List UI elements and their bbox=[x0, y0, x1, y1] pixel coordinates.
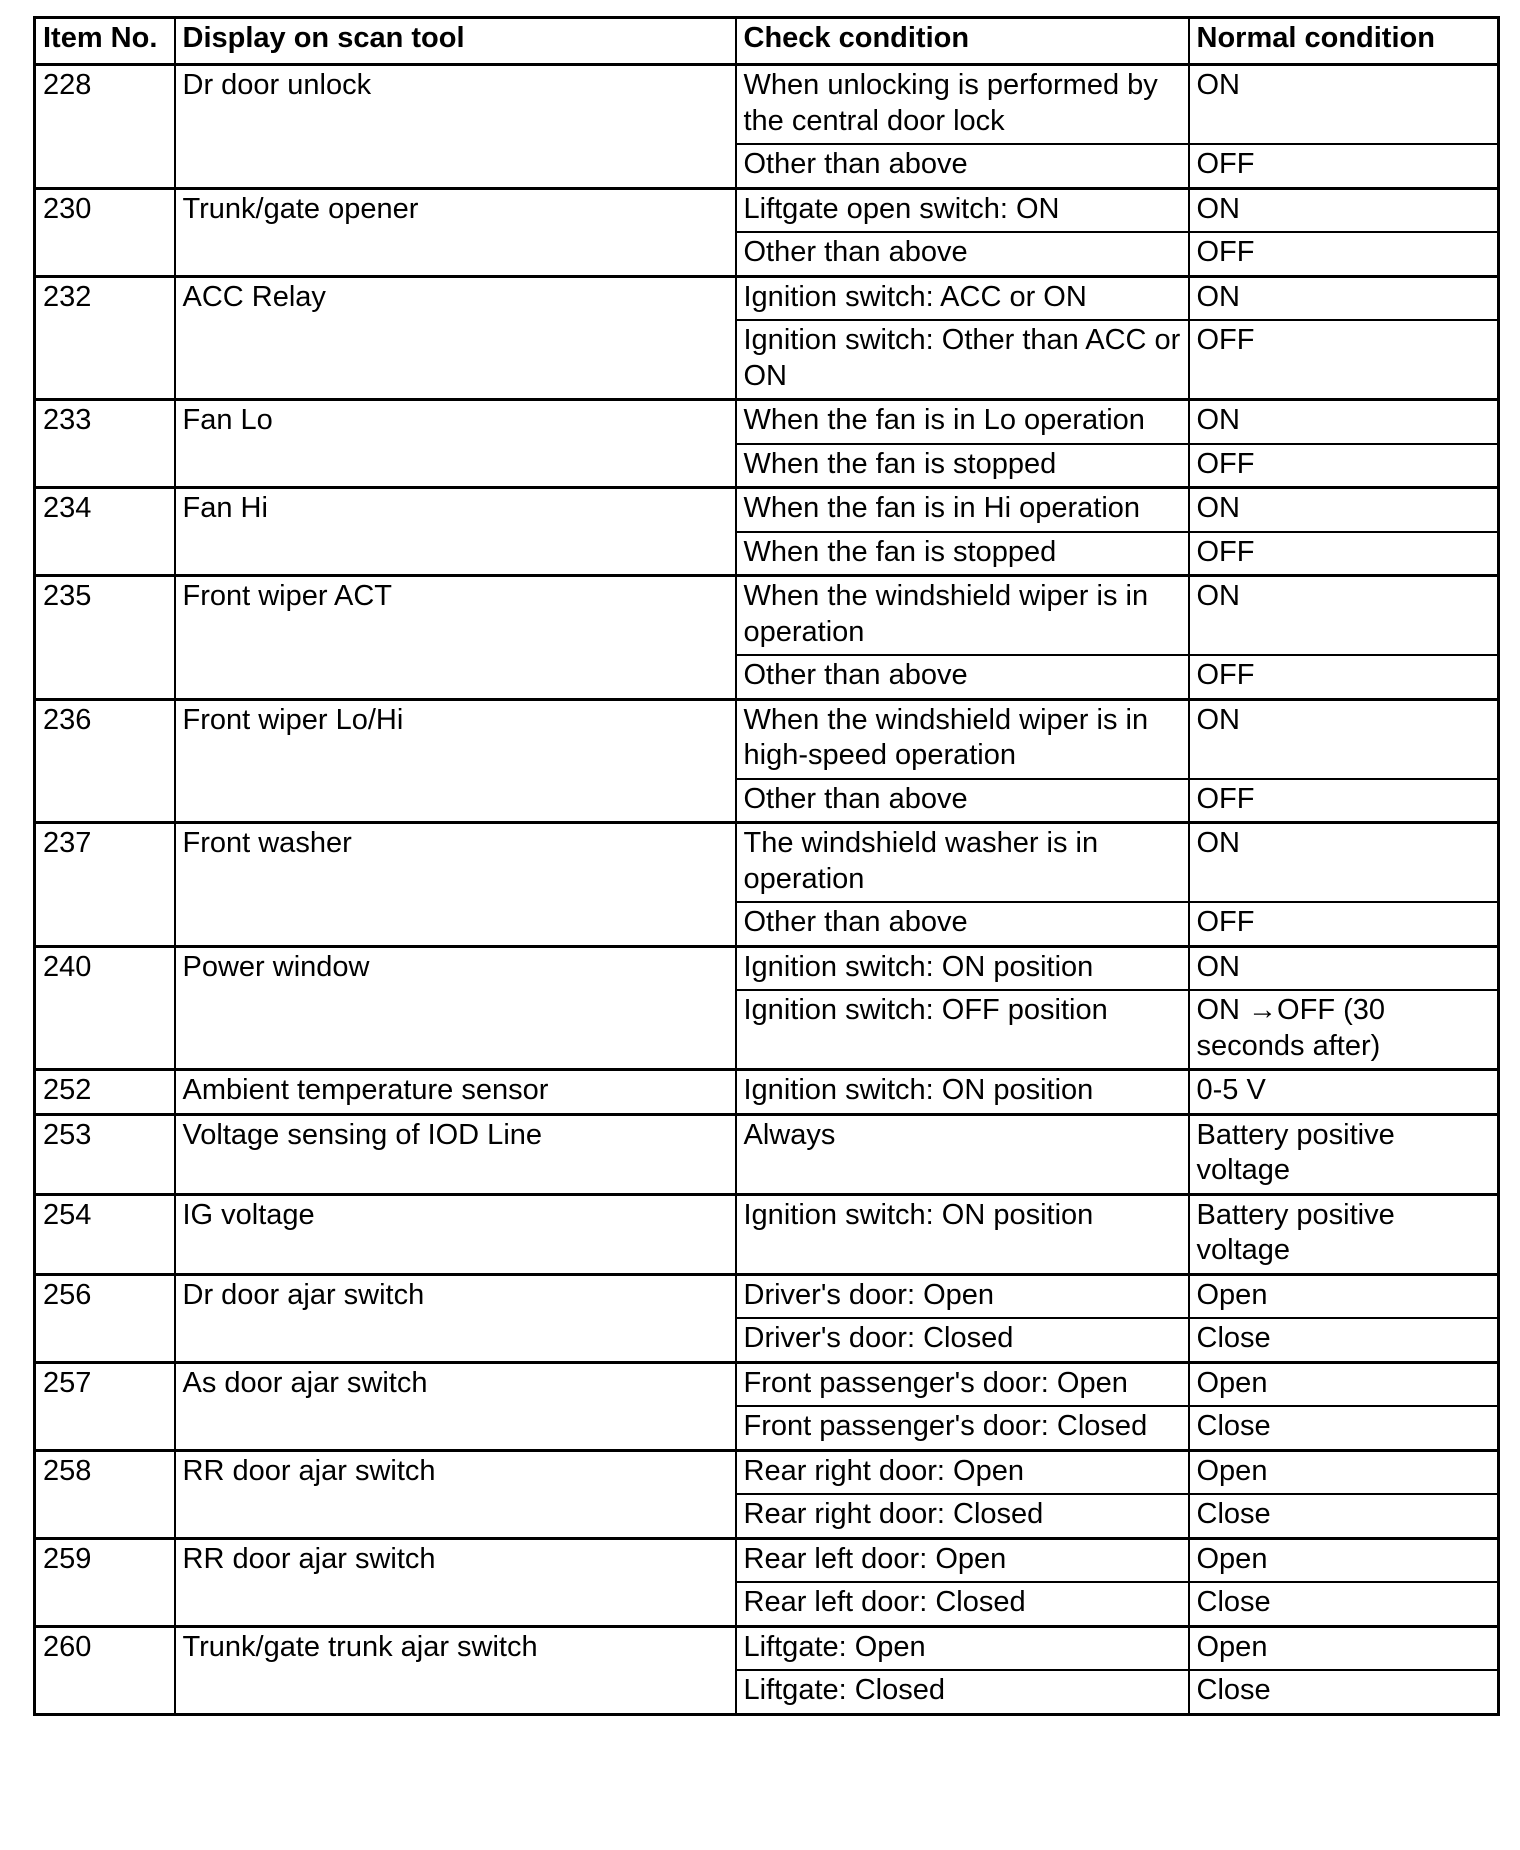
normal-condition-cell: Open bbox=[1189, 1538, 1499, 1582]
normal-condition-cell: OFF bbox=[1189, 902, 1499, 946]
table-row bbox=[35, 1194, 1499, 1274]
data-list-sheet bbox=[33, 16, 1497, 1716]
display-cell: Ambient temperature sensor bbox=[175, 1070, 736, 1115]
table-row bbox=[35, 1070, 1499, 1115]
table-row bbox=[35, 576, 1499, 656]
table-row bbox=[35, 699, 1499, 779]
header-item-no: Item No. bbox=[35, 18, 175, 65]
check-condition-cell: When the fan is in Hi operation bbox=[736, 488, 1189, 532]
header-check-condition: Check condition bbox=[736, 18, 1189, 65]
check-condition-cell: Ignition switch: ACC or ON bbox=[736, 276, 1189, 320]
normal-condition-cell: ON bbox=[1189, 488, 1499, 532]
check-condition-cell: When the windshield wiper is in operation bbox=[736, 576, 1189, 656]
item-no-cell: 234 bbox=[35, 488, 175, 576]
table-row bbox=[35, 823, 1499, 903]
header-row bbox=[35, 18, 1499, 65]
display-cell: Voltage sensing of IOD Line bbox=[175, 1114, 736, 1194]
normal-condition-cell: Battery positive voltage bbox=[1189, 1194, 1499, 1274]
item-no-cell: 259 bbox=[35, 1538, 175, 1626]
item-no-cell: 253 bbox=[35, 1114, 175, 1194]
check-condition-cell: Ignition switch: Other than ACC or ON bbox=[736, 320, 1189, 400]
item-no-cell: 230 bbox=[35, 188, 175, 276]
display-cell: Trunk/gate opener bbox=[175, 188, 736, 276]
check-condition-cell: When the fan is in Lo operation bbox=[736, 400, 1189, 444]
normal-condition-cell: Open bbox=[1189, 1626, 1499, 1670]
check-condition-cell: Ignition switch: ON position bbox=[736, 1194, 1189, 1274]
item-no-cell: 237 bbox=[35, 823, 175, 947]
check-condition-cell: Rear right door: Closed bbox=[736, 1494, 1189, 1538]
check-condition-cell: Ignition switch: ON position bbox=[736, 946, 1189, 990]
check-condition-cell: Front passenger's door: Closed bbox=[736, 1406, 1189, 1450]
display-cell: IG voltage bbox=[175, 1194, 736, 1274]
normal-condition-cell: OFF bbox=[1189, 232, 1499, 276]
table-row bbox=[35, 1362, 1499, 1406]
check-condition-cell: The windshield washer is in operation bbox=[736, 823, 1189, 903]
normal-condition-cell: OFF bbox=[1189, 532, 1499, 576]
header-normal-condition: Normal condition bbox=[1189, 18, 1499, 65]
display-cell: Fan Lo bbox=[175, 400, 736, 488]
item-no-cell: 256 bbox=[35, 1274, 175, 1362]
normal-condition-cell: ON bbox=[1189, 188, 1499, 232]
table-row bbox=[35, 276, 1499, 320]
item-no-cell: 260 bbox=[35, 1626, 175, 1714]
normal-condition-cell: OFF bbox=[1189, 320, 1499, 400]
normal-condition-cell: ON bbox=[1189, 576, 1499, 656]
check-condition-cell: Front passenger's door: Open bbox=[736, 1362, 1189, 1406]
normal-condition-cell: Open bbox=[1189, 1450, 1499, 1494]
item-no-cell: 232 bbox=[35, 276, 175, 400]
normal-condition-cell: OFF bbox=[1189, 655, 1499, 699]
table-row bbox=[35, 65, 1499, 145]
normal-condition-cell: Close bbox=[1189, 1582, 1499, 1626]
normal-condition-cell: ON bbox=[1189, 400, 1499, 444]
item-no-cell: 254 bbox=[35, 1194, 175, 1274]
display-cell: RR door ajar switch bbox=[175, 1450, 736, 1538]
check-condition-cell: Other than above bbox=[736, 779, 1189, 823]
check-condition-cell: Ignition switch: OFF position bbox=[736, 990, 1189, 1070]
display-cell: As door ajar switch bbox=[175, 1362, 736, 1450]
table-row bbox=[35, 1450, 1499, 1494]
normal-condition-cell: ON bbox=[1189, 946, 1499, 990]
normal-condition-cell: ON bbox=[1189, 65, 1499, 145]
display-cell: ACC Relay bbox=[175, 276, 736, 400]
display-cell: RR door ajar switch bbox=[175, 1538, 736, 1626]
table-row bbox=[35, 188, 1499, 232]
check-condition-cell: Other than above bbox=[736, 144, 1189, 188]
check-condition-cell: Liftgate: Closed bbox=[736, 1670, 1189, 1714]
check-condition-cell: When the windshield wiper is in high-speed operation bbox=[736, 699, 1189, 779]
item-no-cell: 240 bbox=[35, 946, 175, 1070]
table-row bbox=[35, 1538, 1499, 1582]
display-cell: Trunk/gate trunk ajar switch bbox=[175, 1626, 736, 1714]
display-cell: Dr door ajar switch bbox=[175, 1274, 736, 1362]
normal-condition-cell: Close bbox=[1189, 1670, 1499, 1714]
data-list-table bbox=[33, 16, 1500, 1716]
table-row bbox=[35, 1274, 1499, 1318]
item-no-cell: 257 bbox=[35, 1362, 175, 1450]
display-cell: Dr door unlock bbox=[175, 65, 736, 189]
item-no-cell: 233 bbox=[35, 400, 175, 488]
normal-condition-cell: ON bbox=[1189, 699, 1499, 779]
header-display-on-scan-tool: Display on scan tool bbox=[175, 18, 736, 65]
item-no-cell: 258 bbox=[35, 1450, 175, 1538]
check-condition-cell: When the fan is stopped bbox=[736, 444, 1189, 488]
check-condition-cell: Other than above bbox=[736, 655, 1189, 699]
normal-condition-cell: Close bbox=[1189, 1494, 1499, 1538]
item-no-cell: 235 bbox=[35, 576, 175, 700]
normal-condition-cell: Open bbox=[1189, 1274, 1499, 1318]
display-cell: Fan Hi bbox=[175, 488, 736, 576]
normal-condition-cell: Battery positive voltage bbox=[1189, 1114, 1499, 1194]
check-condition-cell: Other than above bbox=[736, 902, 1189, 946]
check-condition-cell: Liftgate open switch: ON bbox=[736, 188, 1189, 232]
normal-condition-cell: 0-5 V bbox=[1189, 1070, 1499, 1115]
item-no-cell: 252 bbox=[35, 1070, 175, 1115]
table-row bbox=[35, 946, 1499, 990]
normal-condition-cell: OFF bbox=[1189, 444, 1499, 488]
normal-condition-cell: Close bbox=[1189, 1318, 1499, 1362]
check-condition-cell: Rear left door: Open bbox=[736, 1538, 1189, 1582]
display-cell: Front wiper ACT bbox=[175, 576, 736, 700]
table-row bbox=[35, 1114, 1499, 1194]
normal-condition-cell: Close bbox=[1189, 1406, 1499, 1450]
normal-condition-cell: ON bbox=[1189, 276, 1499, 320]
normal-condition-cell: OFF bbox=[1189, 144, 1499, 188]
check-condition-cell: Ignition switch: ON position bbox=[736, 1070, 1189, 1115]
normal-condition-cell: ON →OFF (30 seconds after) bbox=[1189, 990, 1499, 1070]
display-cell: Front washer bbox=[175, 823, 736, 947]
display-cell: Power window bbox=[175, 946, 736, 1070]
table-row bbox=[35, 400, 1499, 444]
item-no-cell: 236 bbox=[35, 699, 175, 823]
check-condition-cell: When the fan is stopped bbox=[736, 532, 1189, 576]
check-condition-cell: Other than above bbox=[736, 232, 1189, 276]
table-body bbox=[35, 65, 1499, 1715]
check-condition-cell: Always bbox=[736, 1114, 1189, 1194]
normal-condition-cell: OFF bbox=[1189, 779, 1499, 823]
check-condition-cell: Driver's door: Closed bbox=[736, 1318, 1189, 1362]
display-cell: Front wiper Lo/Hi bbox=[175, 699, 736, 823]
check-condition-cell: Rear right door: Open bbox=[736, 1450, 1189, 1494]
table-row bbox=[35, 1626, 1499, 1670]
normal-condition-cell: Open bbox=[1189, 1362, 1499, 1406]
check-condition-cell: When unlocking is performed by the central door lock bbox=[736, 65, 1189, 145]
check-condition-cell: Liftgate: Open bbox=[736, 1626, 1189, 1670]
check-condition-cell: Driver's door: Open bbox=[736, 1274, 1189, 1318]
item-no-cell: 228 bbox=[35, 65, 175, 189]
normal-condition-cell: ON bbox=[1189, 823, 1499, 903]
check-condition-cell: Rear left door: Closed bbox=[736, 1582, 1189, 1626]
table-row bbox=[35, 488, 1499, 532]
